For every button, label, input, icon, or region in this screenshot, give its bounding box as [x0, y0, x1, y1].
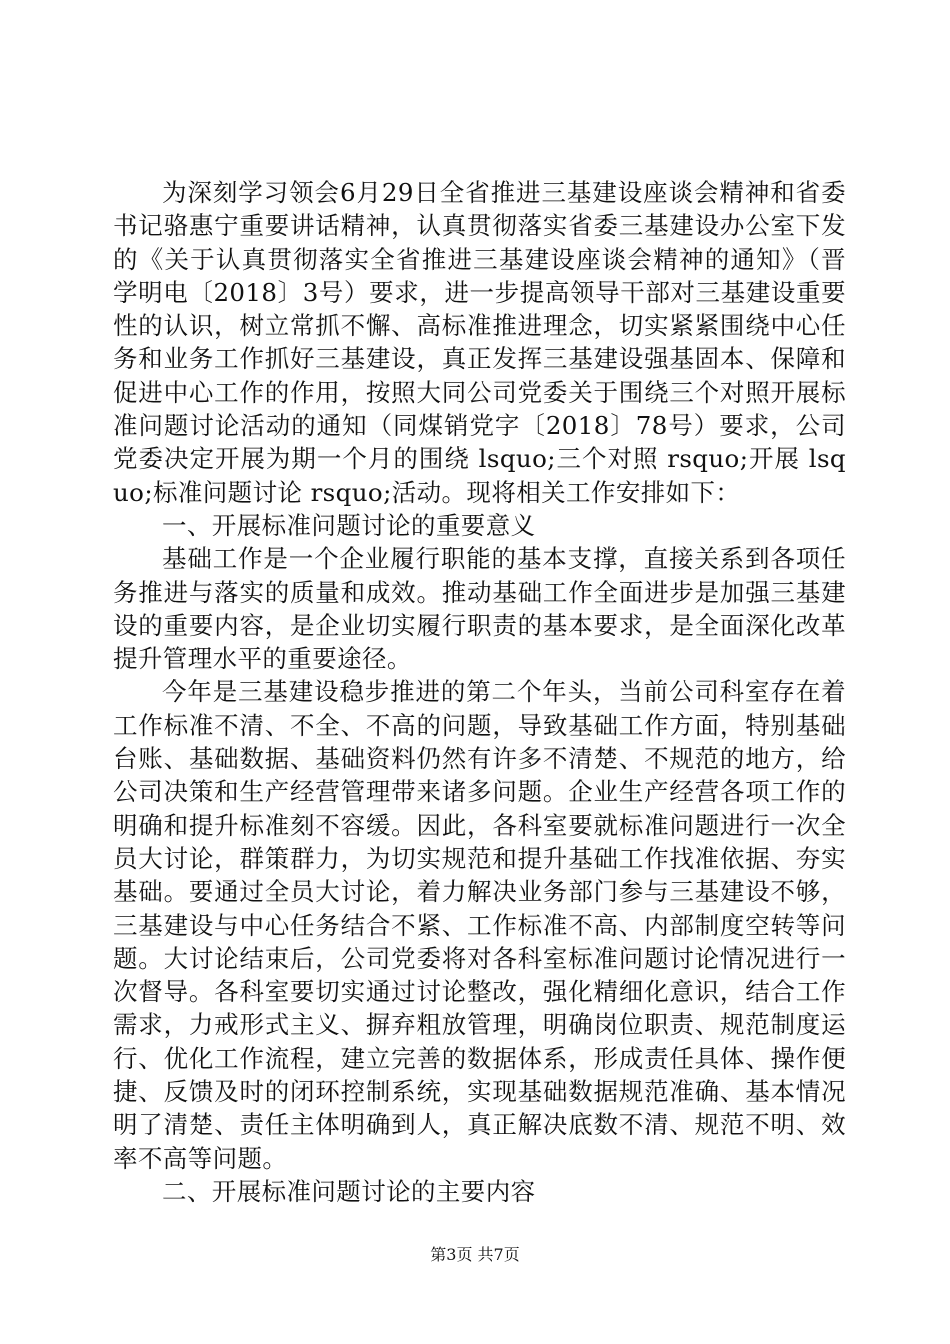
section-heading-1: 一、开展标准问题讨论的重要意义 — [162, 510, 536, 540]
intro-paragraph: 为深刻学习领会6月29日全省推进三基建设座谈会精神和省委书记骆惠宁重要讲话精神，认真贯彻落实省委三基建设办公室下发的《关于认真贯彻落实全省推进三基建设座谈会精神的通知》（晋学明电〔2018〕3号）要求，进一步提高领导干部对三基建设重要性的认识，树立常抓不懈、高标准推进理念，切实紧紧围绕中心任务和业务工作抓好三基建设，真正发挥三基建设强基固本、保障和促进中心工作的作用，按照大同公司党委关于围绕三个对照开展标准问题讨论活动的通知（同煤销党字〔2018〕78号）要求，公司党委决定开展为期一个月的围绕 lsquo;三个对照 rsquo;开展 lsquo;标准问题讨论 rsquo;活动。现将相关工作安排如下： — [113, 178, 846, 507]
section-1-paragraph-2: 今年是三基建设稳步推进的第二个年头，当前公司科室存在着工作标准不清、不全、不高的问题，导致基础工作方面，特别基础台账、基础数据、基础资料仍然有许多不清楚、不规范的地方，给公司决策和生产经营管理带来诸多问题。企业生产经营各项工作的明确和提升标准刻不容缓。因此，各科室要就标准问题进行一次全员大讨论，群策群力，为切实规范和提升基础工作找准依据、夯实基础。要通过全员大讨论，着力解决业务部门参与三基建设不够，三基建设与中心任务结合不紧、工作标准不高、内部制度空转等问题。大讨论结束后，公司党委将对各科室标准问题讨论情况进行一次督导。各科室要切实通过讨论整改，强化精细化意识，结合工作需求，力戒形式主义、摒弃粗放管理，明确岗位职责、规范制度运行、优化工作流程，建立完善的数据体系，形成责任具体、操作便捷、反馈及时的闭环控制系统，实现基础数据规范准确、基本情况明了清楚、责任主体明确到人，真正解决底数不清、规范不明、效率不高等问题。 — [113, 677, 846, 1173]
page-total: 共7页 — [477, 1245, 520, 1264]
section-1-paragraph-1: 基础工作是一个企业履行职能的基本支撑，直接关系到各项任务推进与落实的质量和成效。推动基础工作全面进步是加强三基建设的重要内容，是企业切实履行职责的基本要求，是全面深化改革提升管理水平的重要途径。 — [113, 544, 846, 674]
document-body — [113, 176, 846, 1208]
page-footer — [0, 1245, 950, 1265]
section-heading-2: 二、开展标准问题讨论的主要内容 — [162, 1176, 536, 1206]
page-number: 第3页 — [430, 1245, 473, 1264]
